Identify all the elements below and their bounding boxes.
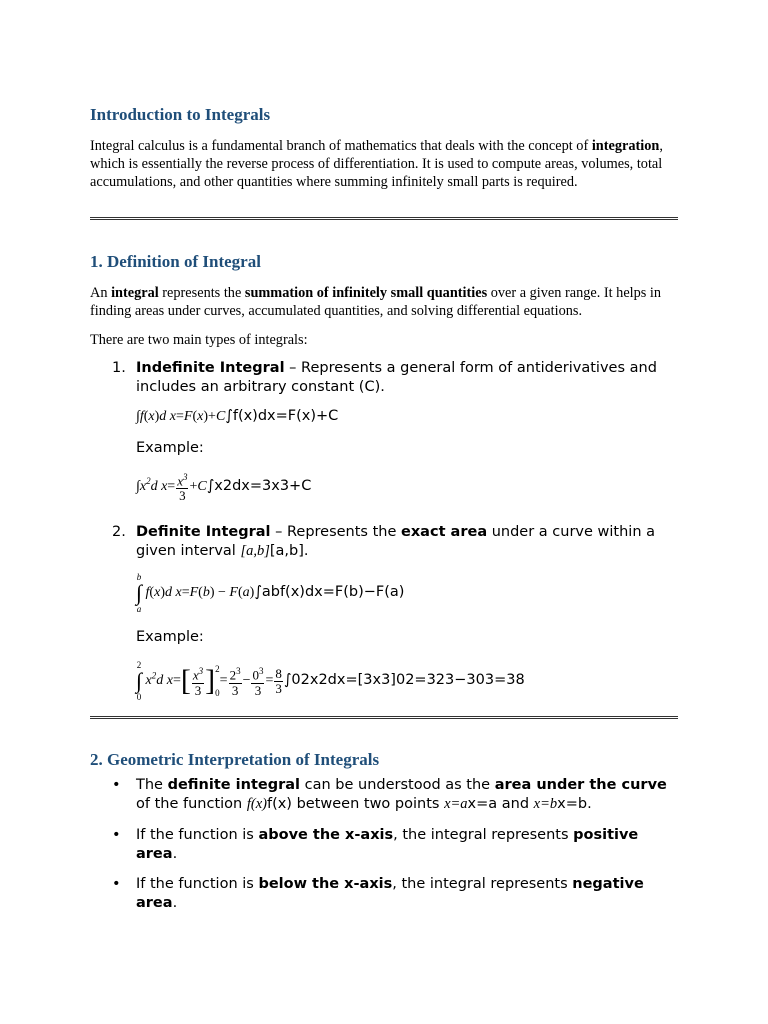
indefinite-formula: ∫f(x)d x=F(x)+C∫f(x)dx=F(x)+C — [136, 408, 339, 424]
section2-heading: 2. Geometric Interpretation of Integrals — [90, 750, 380, 769]
example-label-1: Example: — [136, 440, 204, 456]
definite-formula: b ∫ a f(x)d x=F(b) − F(a)∫abf(x)dx=F(b)−F(a) — [136, 572, 405, 614]
intro-heading: Introduction to Integrals — [90, 105, 271, 124]
indefinite-integral-title: Indefinite Integral — [136, 360, 285, 376]
section1-paragraph: An integral represents the summation of infinitely small quantities over a given range. It helps in finding areas under curves, accumulated quantities, and solving differential equations. — [90, 285, 662, 319]
section1-types-intro: There are two main types of integrals: — [90, 332, 308, 348]
divider — [90, 217, 678, 220]
divider — [90, 716, 678, 719]
example-label-2: Example: — [136, 629, 204, 645]
indefinite-example: $\int x^2d$ x= $\frac{x^3}{3}$ +C∫x2dx=3x3+C — [136, 472, 312, 504]
section1-heading: 1. Definition of Integral — [90, 252, 261, 271]
intro-paragraph: Integral calculus is a fundamental branch of mathematics that deals with the concept of integration, which is essentially the reverse process of differentiation. It is used to compute areas, volumes, total accumulations, and other quantities where summing infinitely small parts is required. — [90, 138, 663, 190]
definite-integral-title: Definite Integral — [136, 524, 271, 540]
definite-example: 2 ∫ 0 $x^2d$ x=[ $\frac{x^3}{3}$ ]2 0= $\frac{2^3}{3}$ − $\frac{0^3}{3}$ = $\frac{8}{3}$ ∫02x2dx=[3x3]02=323−303=38 — [136, 660, 525, 702]
